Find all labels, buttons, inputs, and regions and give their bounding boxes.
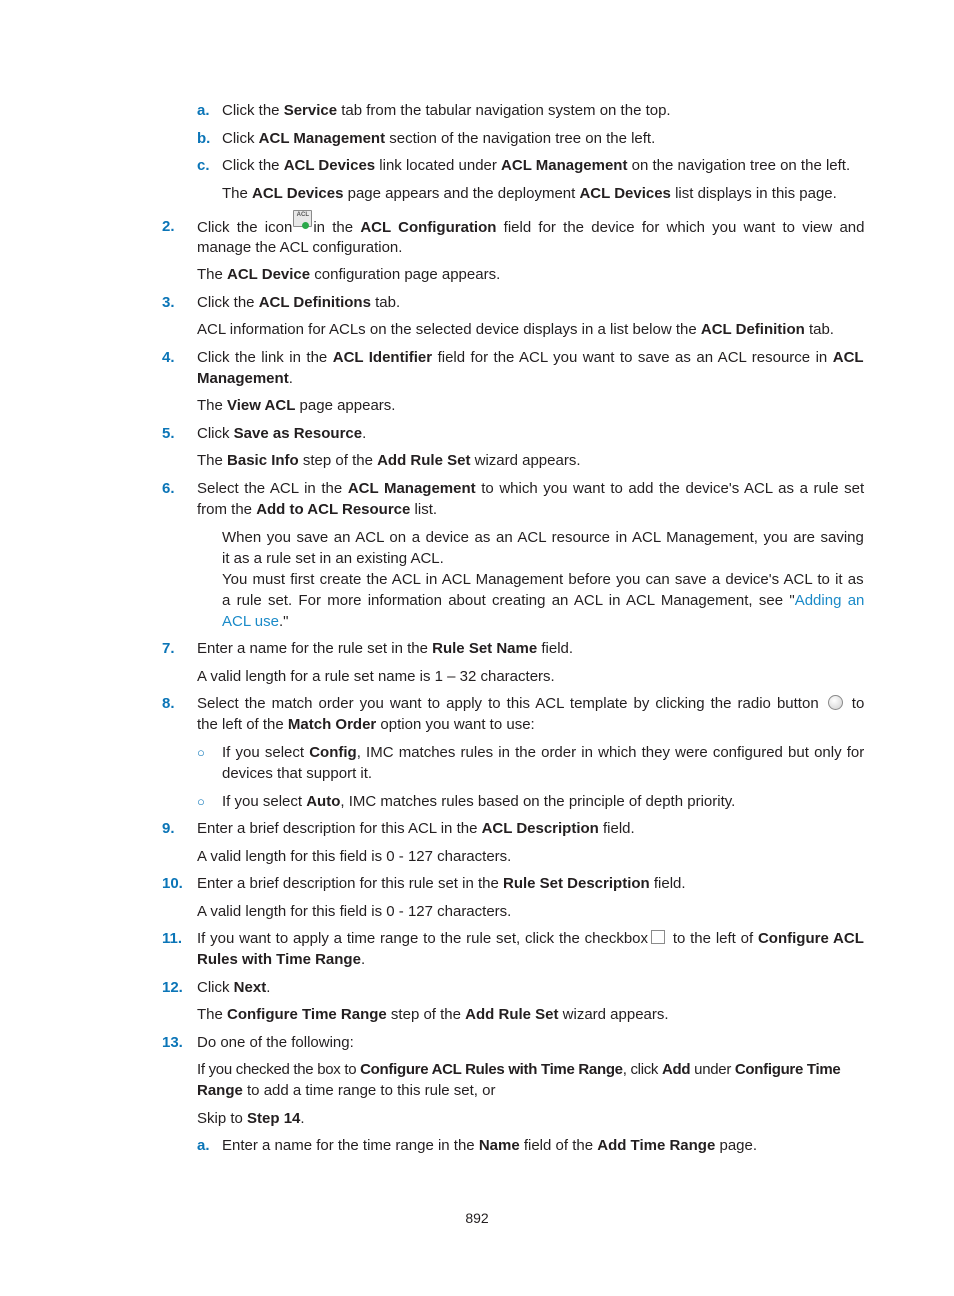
text-run: . <box>266 979 271 996</box>
text-run: The <box>197 452 228 469</box>
text-run: to which you want to add the device's ACL as a rule set <box>475 480 865 497</box>
step-number: c. <box>197 157 210 174</box>
text-run: Click <box>222 130 259 147</box>
text-run: to <box>845 695 865 712</box>
step-number: 2. <box>162 218 175 235</box>
step-number: 4. <box>162 349 175 366</box>
text-line <box>197 478 864 499</box>
text-run: field for the ACL you want to save as an ACL resource in <box>432 349 833 366</box>
bold-term: Auto <box>306 793 341 810</box>
text-line <box>222 100 671 121</box>
acl-config-icon <box>293 212 312 233</box>
bold-term: Service <box>283 102 338 119</box>
text-run: configuration page appears. <box>310 266 501 283</box>
text-line <box>197 901 511 922</box>
text-line <box>222 791 735 812</box>
bold-term: Configure ACL <box>757 930 864 947</box>
bold-term: ACL Management <box>258 130 386 147</box>
text-run: You must first create the ACL in ACL Management before you can save a device's ACL to it as <box>222 571 864 588</box>
bold-term: Rule Set Description <box>502 875 650 892</box>
text-line <box>197 450 581 471</box>
text-line <box>222 155 850 176</box>
checkbox-icon <box>651 930 665 944</box>
text-run: If you checked the box to <box>197 1061 361 1078</box>
text-run: The <box>197 1006 228 1023</box>
text-run: . <box>288 370 293 387</box>
text-line <box>222 611 288 632</box>
text-line <box>197 1080 495 1101</box>
text-line <box>197 499 437 520</box>
text-line <box>222 183 837 204</box>
text-run: The <box>197 397 228 414</box>
cross-reference-link[interactable]: Adding an <box>794 592 865 609</box>
text-line <box>222 763 372 784</box>
bold-term: Basic Info <box>227 452 299 469</box>
text-run: to add a time range to this rule set, or <box>242 1082 496 1099</box>
text-run: from the <box>197 501 257 518</box>
text-line <box>197 319 834 340</box>
step-number: b. <box>197 130 211 147</box>
text-run: Click the <box>222 157 284 174</box>
text-run: Enter a brief description for this ACL in the <box>197 820 482 837</box>
text-line <box>197 1004 669 1025</box>
bold-term: Add Rule Set <box>377 452 471 469</box>
text-run: a rule set. For more information about creating an ACL in ACL Management, see " <box>222 592 795 609</box>
text-line <box>197 368 293 389</box>
text-run: page. <box>715 1137 758 1154</box>
text-line <box>197 212 865 238</box>
text-run: on the navigation tree on the left. <box>627 157 851 174</box>
bold-term: ACL Definition <box>700 321 805 338</box>
step-number: 10. <box>162 875 183 892</box>
bold-term: Range <box>197 1082 243 1099</box>
text-run: If you select <box>222 793 307 810</box>
bold-term: ACL Management <box>501 157 628 174</box>
cross-reference-link[interactable]: ACL use <box>222 613 279 630</box>
text-run: Click the icon <box>197 219 293 236</box>
text-run: tab. <box>370 294 401 311</box>
text-run: Enter a name for the rule set in the <box>197 640 433 657</box>
text-run: Enter a name for the time range in the <box>222 1137 479 1154</box>
bold-term: ACL Configuration <box>360 219 497 236</box>
bold-term: ACL Devices <box>579 185 671 202</box>
bold-term: ACL Management <box>347 480 476 497</box>
text-run: option you want to use: <box>376 716 535 733</box>
bold-term: ACL Devices <box>252 185 344 202</box>
step-number: 9. <box>162 820 175 837</box>
text-line <box>222 527 864 548</box>
text-run: ." <box>278 613 289 630</box>
text-run: A valid length for a rule set name is 1 – 32 characters. <box>197 668 555 685</box>
page-number: 892 <box>465 1210 489 1226</box>
text-line <box>197 423 366 444</box>
bold-term: ACL Devices <box>283 157 376 174</box>
text-run: tab from the tabular navigation system on the top. <box>337 102 671 119</box>
bold-term: View ACL <box>227 397 296 414</box>
step-number: 5. <box>162 425 175 442</box>
text-line <box>222 1135 757 1156</box>
text-run: . <box>360 951 366 968</box>
text-run: in the <box>313 219 361 236</box>
text-run: A valid length for this field is 0 - 127 characters. <box>197 903 512 920</box>
text-line <box>197 846 511 867</box>
step-number: 11. <box>162 930 183 947</box>
bold-term: Configure Time <box>734 1061 841 1078</box>
text-run: link located under <box>375 157 502 174</box>
text-run: section of the navigation tree on the left. <box>385 130 656 147</box>
text-run: the left of the <box>197 716 288 733</box>
text-run: devices that support it. <box>222 765 373 782</box>
step-number: 8. <box>162 695 175 712</box>
text-run: ACL information for ACLs on the selected device displays in a list below the <box>197 321 701 338</box>
text-run: Click <box>197 979 234 996</box>
text-run: . <box>362 425 367 442</box>
bold-term: ACL Description <box>481 820 599 837</box>
text-run: field. <box>537 640 574 657</box>
bold-term: Add to ACL Resource <box>256 501 411 518</box>
text-run: Select the ACL in the <box>197 480 348 497</box>
text-run: list displays in this page. <box>670 185 837 202</box>
text-run: page appears. <box>295 397 396 414</box>
text-line <box>197 666 555 687</box>
text-run: Enter a brief description for this rule set in the <box>197 875 503 892</box>
step-number: 6. <box>162 480 175 497</box>
acl-doc-glyph: ACL <box>293 210 312 227</box>
step-number: 7. <box>162 640 175 657</box>
text-line <box>197 1032 354 1053</box>
bold-term: Config <box>309 744 357 761</box>
text-run: list. <box>410 501 438 518</box>
bold-term: Name <box>478 1137 520 1154</box>
text-line <box>197 873 686 894</box>
bold-term: Configure Time Range <box>227 1006 387 1023</box>
text-run: , IMC matches rules in the order in which they were configured but only for <box>356 744 865 761</box>
text-line <box>197 1059 840 1080</box>
text-line <box>197 638 573 659</box>
text-line <box>222 569 864 590</box>
bold-term: ACL Definitions <box>258 294 371 311</box>
text-run: Click the <box>222 102 284 119</box>
text-run: step of the <box>298 452 378 469</box>
bold-term: Save as Resource <box>233 425 363 442</box>
text-line <box>222 128 655 149</box>
text-run: Skip to <box>197 1110 248 1127</box>
text-run: Click the <box>197 294 259 311</box>
text-run: Select the match order you want to apply to this ACL template by clicking the radio button <box>197 695 825 712</box>
text-line <box>222 548 444 569</box>
step-number: a. <box>197 1137 210 1154</box>
text-line <box>222 590 864 611</box>
text-run: When you save an ACL on a device as an ACL resource in ACL Management, you are saving <box>222 529 864 546</box>
text-run: Click the link in the <box>197 349 333 366</box>
text-line <box>197 264 500 285</box>
text-run: The <box>222 185 253 202</box>
bold-term: Rule Set Name <box>432 640 538 657</box>
text-run: The <box>197 266 228 283</box>
text-run: A valid length for this field is 0 - 127 characters. <box>197 848 512 865</box>
text-run: field. <box>598 820 635 837</box>
text-run: Click <box>197 425 234 442</box>
text-run: , click <box>622 1061 663 1078</box>
text-run: under <box>690 1061 735 1078</box>
radio-button-icon <box>828 695 843 710</box>
text-run: If you select <box>222 744 310 761</box>
bold-term: Add Time Range <box>597 1137 716 1154</box>
text-line <box>197 949 365 970</box>
bold-term: Management <box>197 370 289 387</box>
bullet-marker: ○ <box>197 745 205 760</box>
text-run: field. <box>649 875 686 892</box>
bold-term: ACL Identifier <box>332 349 433 366</box>
text-line <box>197 292 400 313</box>
text-run: wizard appears. <box>558 1006 669 1023</box>
bold-term: Match Order <box>287 716 377 733</box>
text-run: , IMC matches rules based on the principle of depth priority. <box>340 793 736 810</box>
text-line <box>197 395 395 416</box>
text-run: wizard appears. <box>470 452 581 469</box>
text-run: it as a rule set in an existing ACL. <box>222 550 444 567</box>
bullet-marker: ○ <box>197 794 205 809</box>
text-run: field for the device for which you want to view and <box>496 219 865 236</box>
text-line <box>197 1108 305 1129</box>
step-number: 12. <box>162 979 183 996</box>
text-run: tab. <box>804 321 834 338</box>
text-line <box>197 928 864 949</box>
text-line <box>197 714 535 735</box>
step-number: a. <box>197 102 210 119</box>
text-line <box>197 347 864 368</box>
bold-term: ACL Device <box>227 266 311 283</box>
bold-term: Configure ACL Rules with Time Range <box>360 1061 623 1078</box>
text-run: field of the <box>519 1137 598 1154</box>
bold-term: Step 14 <box>247 1110 301 1127</box>
bold-term: ACL <box>832 349 864 366</box>
step-number: 13. <box>162 1034 183 1051</box>
bold-term: Add Rule Set <box>465 1006 559 1023</box>
text-line <box>197 237 402 258</box>
text-line <box>222 742 864 763</box>
text-line <box>197 818 635 839</box>
text-run: . <box>300 1110 305 1127</box>
text-line <box>197 977 270 998</box>
text-run: If you want to apply a time range to the rule set, click the checkbox <box>197 930 648 947</box>
text-run: page appears and the deployment <box>343 185 580 202</box>
bold-term: Next <box>233 979 267 996</box>
text-run: to the left of <box>668 930 758 947</box>
bold-term: Rules with Time Range <box>197 951 361 968</box>
step-number: 3. <box>162 294 175 311</box>
green-dot-glyph <box>302 222 309 229</box>
text-run: manage the ACL configuration. <box>197 239 403 256</box>
text-line <box>197 693 864 714</box>
bold-term: Add <box>662 1061 691 1078</box>
text-run: Do one of the following: <box>197 1034 354 1051</box>
text-run: step of the <box>386 1006 466 1023</box>
